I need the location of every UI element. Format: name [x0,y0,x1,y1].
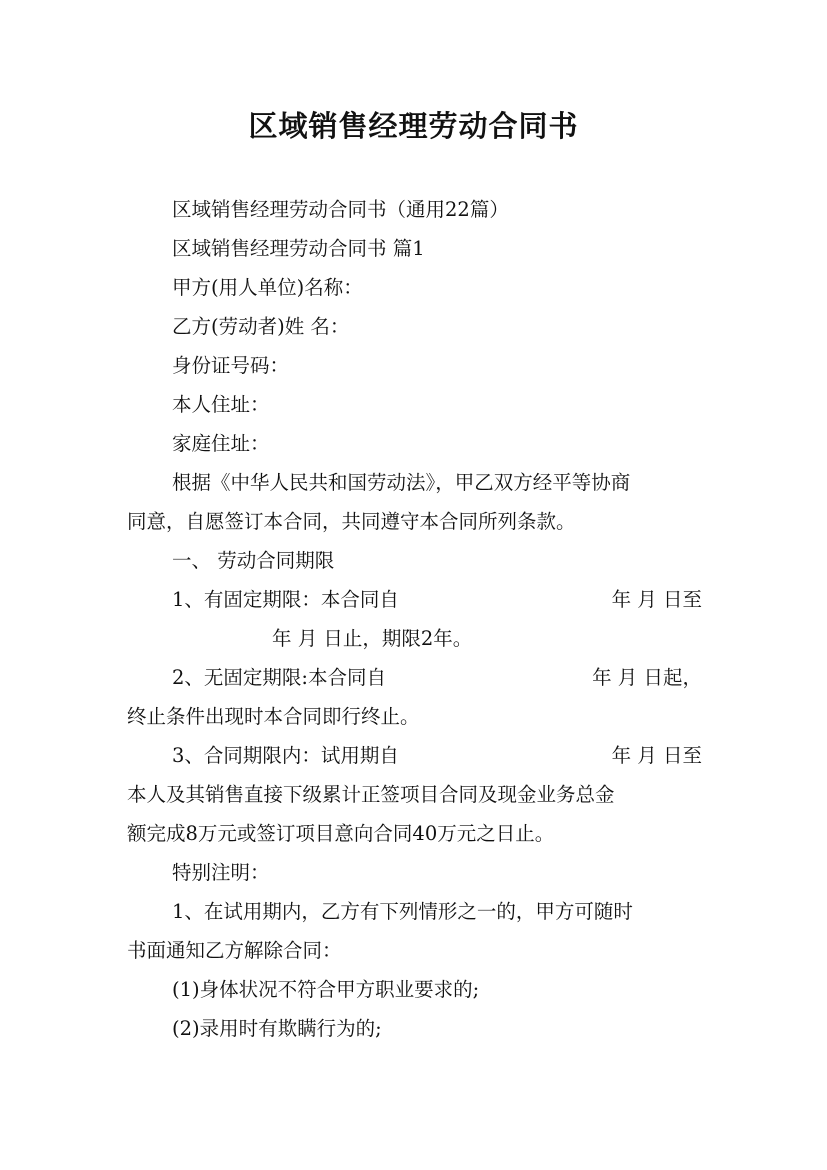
probation-start: 3、合同期限内：试用期自 [172,744,399,767]
condition-item-2: (2)录用时有欺瞒行为的; [172,1017,382,1040]
home-address-line: 家庭住址： [172,432,270,455]
id-number-line: 身份证号码： [172,354,290,377]
section-heading: 区域销售经理劳动合同书 篇1 [172,237,425,260]
condition-item-1: (1)身体状况不符合甲方职业要求的; [172,978,480,1001]
document-body [127,190,702,1048]
party-a-name-line: 甲方(用人单位)名称： [172,276,363,299]
special-note-heading: 特别注明： [172,861,270,884]
fixed-term-line-2: 年 月 日止，期限2年。 [272,627,473,650]
probation-line-1 [127,736,702,775]
probation-line-3: 额完成8万元或签订项目意向合同40万元之日止。 [127,822,555,845]
probation-line-2: 本人及其销售直接下级累计正签项目合同及现金业务总金 [127,783,615,806]
fixed-term-line-1 [127,580,702,619]
fixed-term-start: 1、有固定期限：本合同自 [172,588,399,611]
special-note-line-2: 书面通知乙方解除合同： [127,939,342,962]
fixed-term-date: 年 月 日至 [611,588,702,611]
open-term-line-1 [127,658,702,697]
clause-one-heading: 一、 劳动合同期限 [172,549,335,572]
open-term-date: 年 月 日起， [592,666,702,689]
paragraph-basis-line-2: 同意，自愿签订本合同，共同遵守本合同所列条款。 [127,510,576,533]
paragraph-basis-line-1: 根据《中华人民共和国劳动法》，甲乙双方经平等协商 [172,471,631,494]
address-line: 本人住址： [172,393,270,416]
probation-date: 年 月 日至 [611,744,702,767]
open-term-line-2: 终止条件出现时本合同即行终止。 [127,705,420,728]
open-term-start: 2、无固定期限:本合同自 [172,666,386,689]
party-b-name-line: 乙方(劳动者)姓 名： [172,315,350,338]
document-title: 区域销售经理劳动合同书 [248,109,579,143]
special-note-line-1: 1、在试用期内，乙方有下列情形之一的，甲方可随时 [172,900,633,923]
subtitle-line: 区域销售经理劳动合同书（通用22篇） [172,198,509,221]
